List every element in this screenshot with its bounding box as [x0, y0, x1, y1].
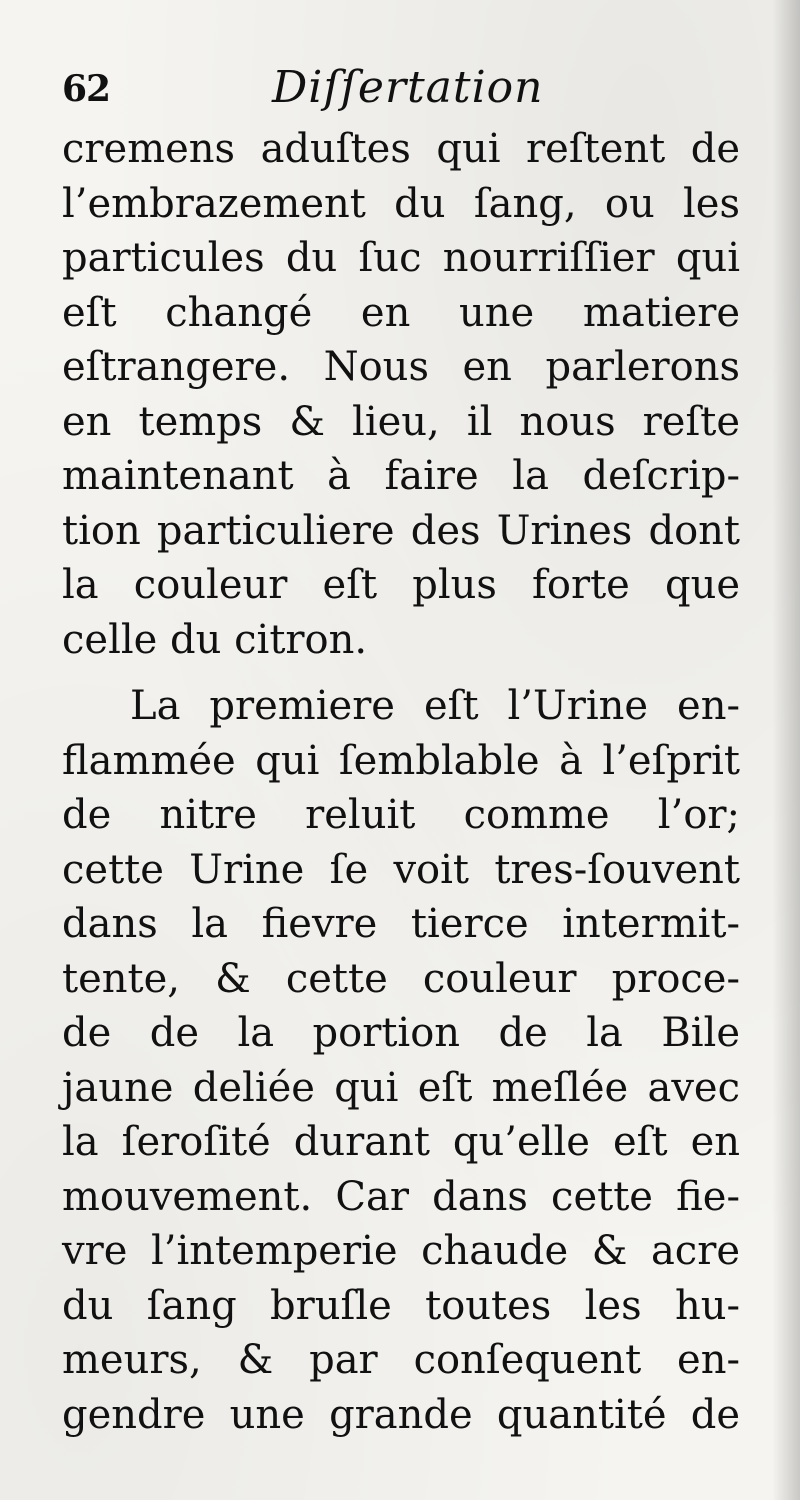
text-line: eſtrangere. Nous en parlerons — [62, 344, 740, 390]
text-line: maintenant à faire la deſcrip- — [62, 453, 740, 499]
running-head — [62, 62, 742, 114]
text-line: de de la portion de la Bile — [62, 1010, 740, 1056]
text-line: celle du citron. — [62, 616, 368, 663]
text-line: jaune deliée qui eſt meſlée avec — [62, 1064, 740, 1111]
page-edge-shadow — [772, 0, 800, 1500]
text-line: dans la fievre tierce intermit- — [62, 901, 740, 947]
text-line: cremens aduſtes qui reſtent de — [62, 126, 740, 172]
text-line: meurs, & par conſequent en- — [62, 1337, 740, 1383]
paragraph-2 — [62, 679, 740, 1442]
text-line: vre l’intemperie chaude & acre — [62, 1228, 740, 1274]
paragraph-gap — [62, 667, 740, 679]
running-title: Diſſertation — [272, 62, 544, 113]
text-line: flammée qui ſemblable à l’eſprit — [62, 737, 740, 784]
text-line: gendre une grande quantité de — [62, 1391, 740, 1438]
text-line: cette Urine ſe voit tres-ſouvent — [62, 846, 740, 893]
text-line: la ſeroſité durant qu’elle eſt en — [62, 1119, 740, 1165]
text-line: du ſang bruſle toutes les hu- — [62, 1282, 740, 1329]
text-line: mouvement. Car dans cette fie- — [62, 1173, 740, 1220]
text-line: l’embrazement du ſang, ou les — [62, 180, 740, 227]
text-line: tion particuliere des Urines dont — [62, 507, 740, 554]
text-line: la couleur eſt plus forte que — [62, 562, 740, 608]
text-line: eſt changé en une matiere — [62, 289, 740, 336]
text-line: de nitre reluit comme l’or; — [62, 792, 740, 838]
text-line: La premiere eſt l’Urine en- — [130, 683, 740, 729]
text-line: particules du ſuc nourriſſier qui — [62, 235, 740, 281]
text-line: tente, & cette couleur proce- — [62, 955, 740, 1002]
text-line: en temps & lieu, il nous reſte — [62, 398, 740, 445]
body-text — [62, 122, 740, 1442]
paragraph-1 — [62, 122, 740, 667]
page-number: 62 — [62, 68, 111, 110]
